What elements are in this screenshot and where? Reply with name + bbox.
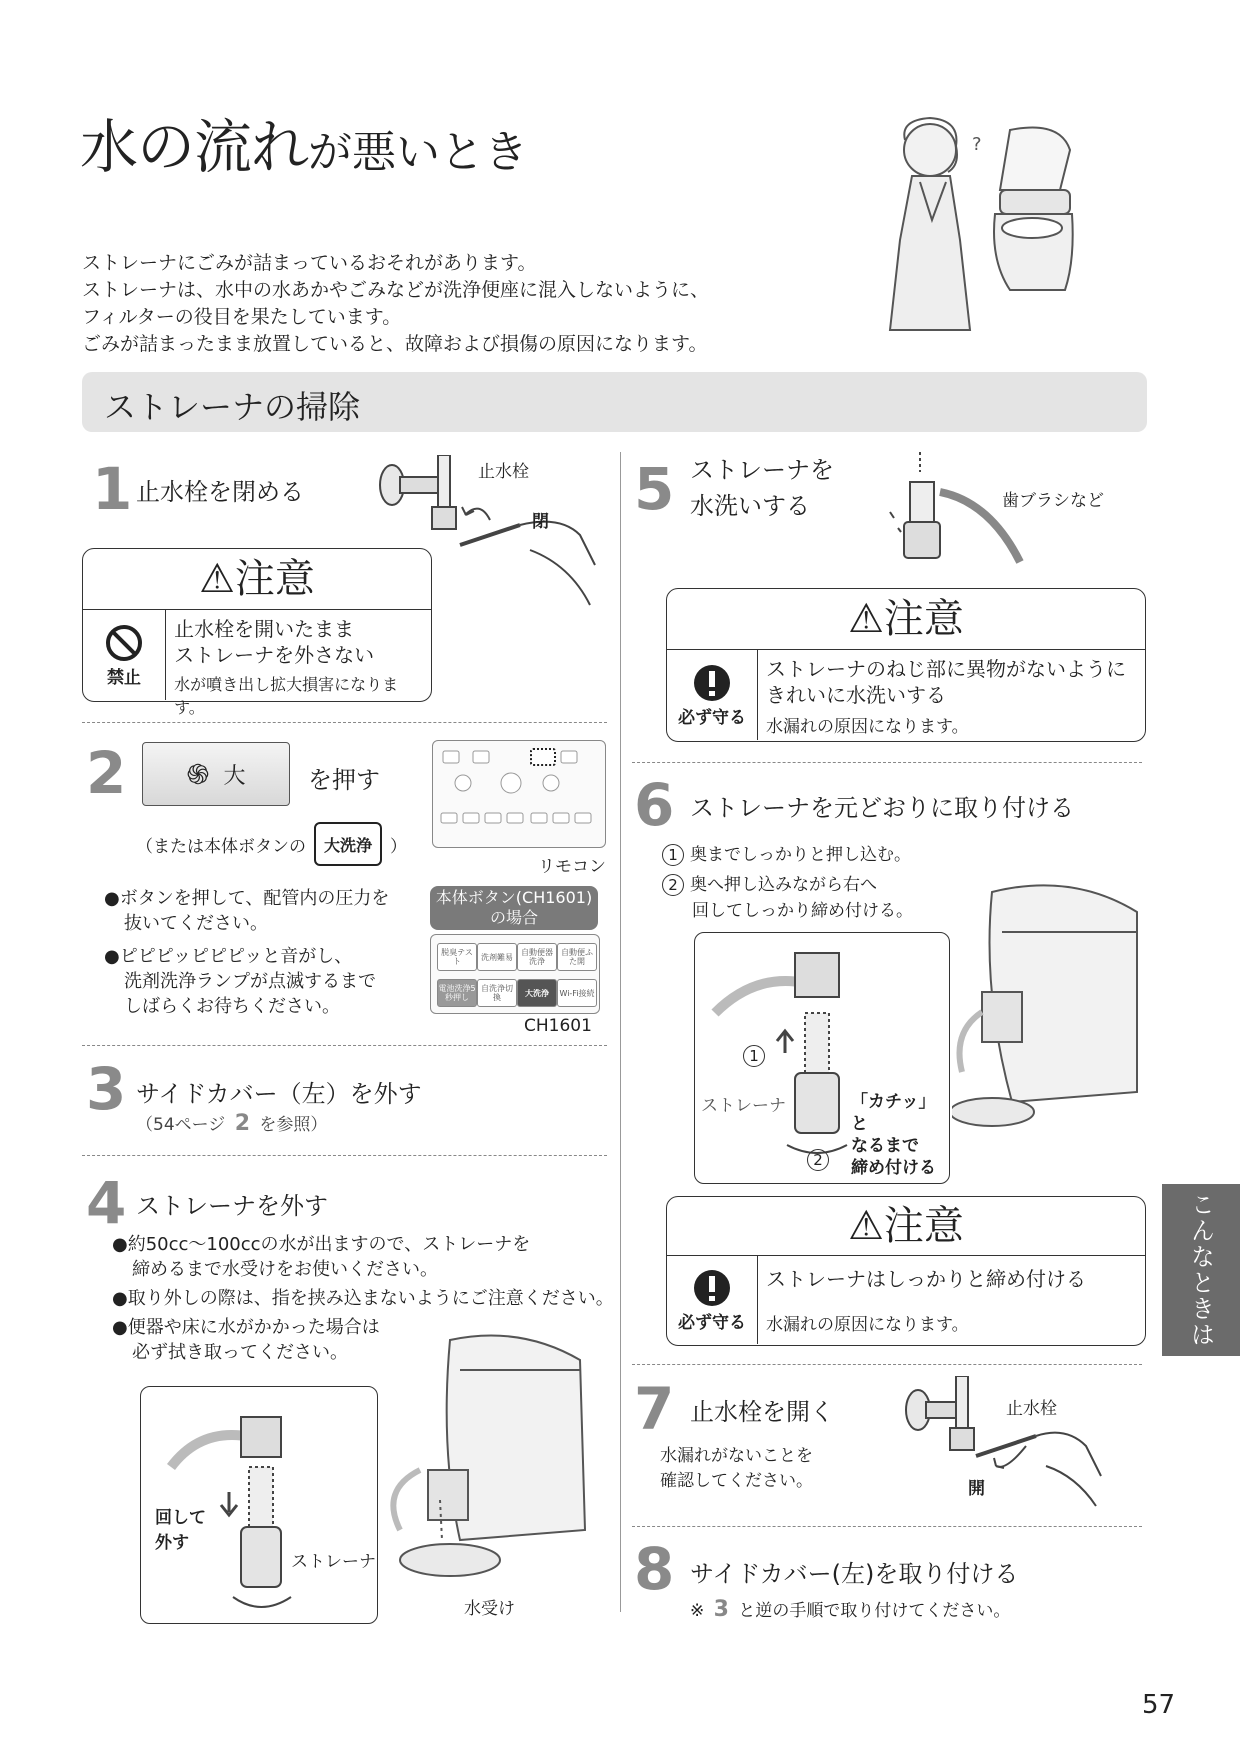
panel-title-line: 本体ボタン(CH1601) — [435, 888, 593, 907]
substep-text: 回してしっかり締め付ける。 — [692, 901, 913, 921]
brush-cleaning-illustration — [880, 452, 1030, 582]
brush-label: 歯ブラシなど — [1002, 491, 1104, 511]
page-title — [80, 100, 528, 184]
panel-key[interactable]: 自洗浄切換 — [477, 979, 517, 1007]
section-header — [82, 372, 1147, 432]
click-label-line: 「カチッ」と — [851, 1092, 936, 1134]
click-label-line: なるまで — [851, 1136, 919, 1156]
substep-number: 2 — [662, 874, 684, 896]
note-suffix: と逆の手順で取り付けてください。 — [738, 1601, 1011, 1621]
step-number: 5 — [634, 455, 675, 523]
step-divider — [82, 722, 607, 723]
bullet-line: ●ピピピッピピピッと音がし、 — [104, 946, 353, 967]
large-flush-button[interactable] — [142, 742, 290, 806]
step7-description — [660, 1444, 813, 1494]
basin-label: 水受け — [464, 1599, 515, 1619]
step6-substep-1 — [662, 840, 911, 866]
remote-label: リモコン — [538, 857, 606, 877]
bullet-line: ●便器や床に水がかかった場合は — [112, 1317, 380, 1338]
caution-heading — [667, 1197, 1145, 1255]
click-instruction — [851, 1091, 949, 1179]
open-label: 開 — [968, 1479, 985, 1499]
caution-box-prohibit — [82, 548, 432, 717]
caution-heading-text: 注意 — [883, 1203, 964, 1249]
step-number: 3 — [86, 1055, 127, 1123]
panel-key-large-flush[interactable]: 大洗浄 — [517, 979, 557, 1007]
intro-line: ストレーナにごみが詰まっているおそれがあります。 — [82, 252, 537, 274]
warning-triangle-icon: ⚠ — [848, 1203, 884, 1249]
caution-heading-text: 注意 — [883, 596, 964, 642]
caution-sub-text: 水漏れの原因になります。 — [766, 717, 969, 737]
step-divider — [632, 1526, 1142, 1527]
toilet-side-illustration — [380, 1330, 600, 1610]
caution-box-mandatory — [666, 1196, 1146, 1346]
step-title-line: ストレーナを — [690, 456, 834, 484]
step8-note — [690, 1596, 1010, 1622]
panel-key[interactable]: 洗剤難易 — [477, 943, 517, 971]
title-strong: 水の流れ — [80, 113, 309, 181]
main-unit-panel — [430, 934, 600, 1014]
caution-main-text: ストレーナはしっかりと締め付ける — [766, 1267, 1086, 1291]
substep-number: 1 — [662, 844, 684, 866]
alt-prefix: （または本体ボタンの — [136, 836, 306, 857]
valve-open-illustration — [896, 1376, 1116, 1516]
intro-line: ごみが詰まったまま放置していると、故障および損傷の原因になります。 — [82, 333, 708, 355]
step-number: 6 — [634, 771, 675, 839]
step3-reference — [136, 1110, 327, 1136]
exclamation-icon — [692, 1268, 732, 1308]
step-number: 4 — [86, 1169, 127, 1237]
caution-main-text: きれいに水洗いする — [766, 683, 946, 707]
ref-prefix: （54ページ — [136, 1115, 226, 1135]
step-title: ストレーナを元どおりに取り付ける — [690, 794, 1074, 822]
caution-sub-text: 水が噴き出し拡大損害になります。 — [174, 675, 399, 717]
step-number: 1 — [92, 455, 133, 523]
flush-swirl-icon: ֍ — [186, 758, 210, 791]
step-2-marker: 2 — [807, 1149, 829, 1171]
large-flush-label: 大 — [223, 763, 246, 789]
bullet-line: 抜いてください。 — [124, 913, 268, 934]
panel-title-line: の場合 — [489, 908, 538, 927]
woman-toilet-illustration — [860, 110, 1080, 340]
exclamation-icon — [692, 663, 732, 703]
large-flush-key[interactable]: 大洗浄 — [314, 822, 382, 866]
caution-main-text: 止水栓を開いたまま — [174, 617, 355, 641]
step2-bullets — [104, 886, 389, 1019]
step-title: ストレーナを外す — [136, 1192, 328, 1220]
step-number: 7 — [634, 1375, 675, 1443]
step-divider — [82, 1045, 607, 1046]
step-number: 2 — [86, 739, 127, 807]
step-title-line: 水洗いする — [690, 492, 810, 520]
intro-line: フィルターの役目を果たしています。 — [82, 306, 402, 328]
side-tab[interactable]: こんなときは — [1162, 1184, 1240, 1356]
panel-key[interactable]: Wi-Fi接続 — [557, 979, 597, 1007]
alt-button-note — [136, 822, 407, 866]
desc-line: 水漏れがないことを — [660, 1446, 813, 1466]
step-number: 8 — [634, 1535, 675, 1603]
step-title — [690, 452, 834, 524]
strainer-removal-detail — [140, 1386, 378, 1624]
caution-sub-text: 水漏れの原因になります。 — [766, 1315, 969, 1335]
step6-substep-2 — [662, 872, 913, 924]
remove-label-line: 外す — [155, 1533, 189, 1553]
prohibit-icon — [104, 623, 144, 663]
toilet-install-illustration — [952, 872, 1142, 1172]
press-label: を押す — [308, 766, 380, 794]
title-rest: が悪いとき — [308, 127, 529, 178]
warning-triangle-icon: ⚠ — [848, 596, 884, 642]
step-title: サイドカバー(左)を取り付ける — [690, 1560, 1019, 1588]
intro-line: ストレーナは、水中の水あかやごみなどが洗浄便座に混入しないように、 — [82, 279, 710, 301]
valve-label: 止水栓 — [478, 462, 529, 482]
caution-heading — [83, 549, 431, 609]
bullet-line: ●約50cc～100ccの水が出ますので、ストレーナを — [112, 1234, 531, 1255]
desc-line: 確認してください。 — [660, 1471, 813, 1491]
strainer-label: ストレーナ — [701, 1096, 786, 1116]
panel-title-badge — [430, 886, 598, 930]
panel-key[interactable]: 電池洗浄5秒押し — [437, 979, 477, 1007]
warning-triangle-icon: ⚠ — [199, 556, 235, 602]
mandatory-label: 必ず守る — [678, 1312, 746, 1333]
intro-text — [82, 250, 709, 358]
valve-label: 止水栓 — [1006, 1399, 1057, 1419]
column-divider — [620, 452, 621, 1612]
alt-suffix: ） — [390, 836, 407, 857]
remove-label — [155, 1503, 206, 1553]
bullet-line: ●ボタンを押して、配管内の圧力を — [104, 888, 390, 909]
ref-step-number: 2 — [234, 1111, 251, 1136]
svg-text:?: ? — [972, 134, 982, 155]
caution-main-text: ストレーナのねじ部に異物がないように — [766, 657, 1126, 681]
remove-label-line: 回して — [155, 1508, 206, 1528]
substep-text: 奥までしっかりと押し込む。 — [690, 845, 911, 865]
step-title: 止水栓を開く — [690, 1398, 834, 1426]
bullet-line: しばらくお待ちください。 — [124, 996, 340, 1017]
caution-heading-text: 注意 — [234, 556, 315, 602]
step-divider — [82, 1155, 607, 1156]
substep-text: 奥へ押し込みながら右へ — [690, 875, 877, 895]
bullet-line: 締めるまで水受けをお使いください。 — [132, 1259, 438, 1280]
panel-key[interactable]: 自動便器洗浄 — [517, 943, 557, 971]
close-label: 閉 — [532, 512, 549, 532]
strainer-install-detail — [694, 932, 950, 1184]
caution-main-text: ストレーナを外さない — [174, 643, 375, 667]
panel-model: CH1601 — [524, 1016, 592, 1036]
bullet-line: 洗剤洗浄ランプが点滅するまで — [124, 971, 376, 992]
page-number: 57 — [1142, 1690, 1176, 1720]
panel-key[interactable]: 自動便ふた開 — [557, 943, 597, 971]
prohibit-label: 禁止 — [107, 667, 142, 688]
step-title: 止水栓を閉める — [136, 478, 304, 506]
caution-heading — [667, 589, 1145, 649]
note-prefix: ※ — [690, 1601, 705, 1621]
remote-control-illustration — [432, 740, 606, 848]
bullet-line: 必ず拭き取ってください。 — [132, 1342, 348, 1363]
mandatory-label: 必ず守る — [678, 707, 746, 728]
bullet-line: ●取り外しの際は、指を挟み込まないようにご注意ください。 — [112, 1288, 614, 1309]
click-label-line: 締め付ける — [851, 1158, 936, 1178]
step-1-marker: 1 — [743, 1045, 765, 1067]
note-step-number: 3 — [713, 1597, 729, 1622]
section-title: ストレーナの掃除 — [104, 388, 361, 426]
ref-suffix: を参照） — [259, 1115, 328, 1135]
strainer-label: ストレーナ — [291, 1552, 376, 1572]
caution-box-mandatory — [666, 588, 1146, 742]
step-divider — [632, 1364, 1142, 1365]
step-divider — [632, 762, 1142, 763]
step-title: サイドカバー（左）を外す — [136, 1080, 422, 1108]
panel-key[interactable]: 脱臭テスト — [437, 943, 477, 971]
